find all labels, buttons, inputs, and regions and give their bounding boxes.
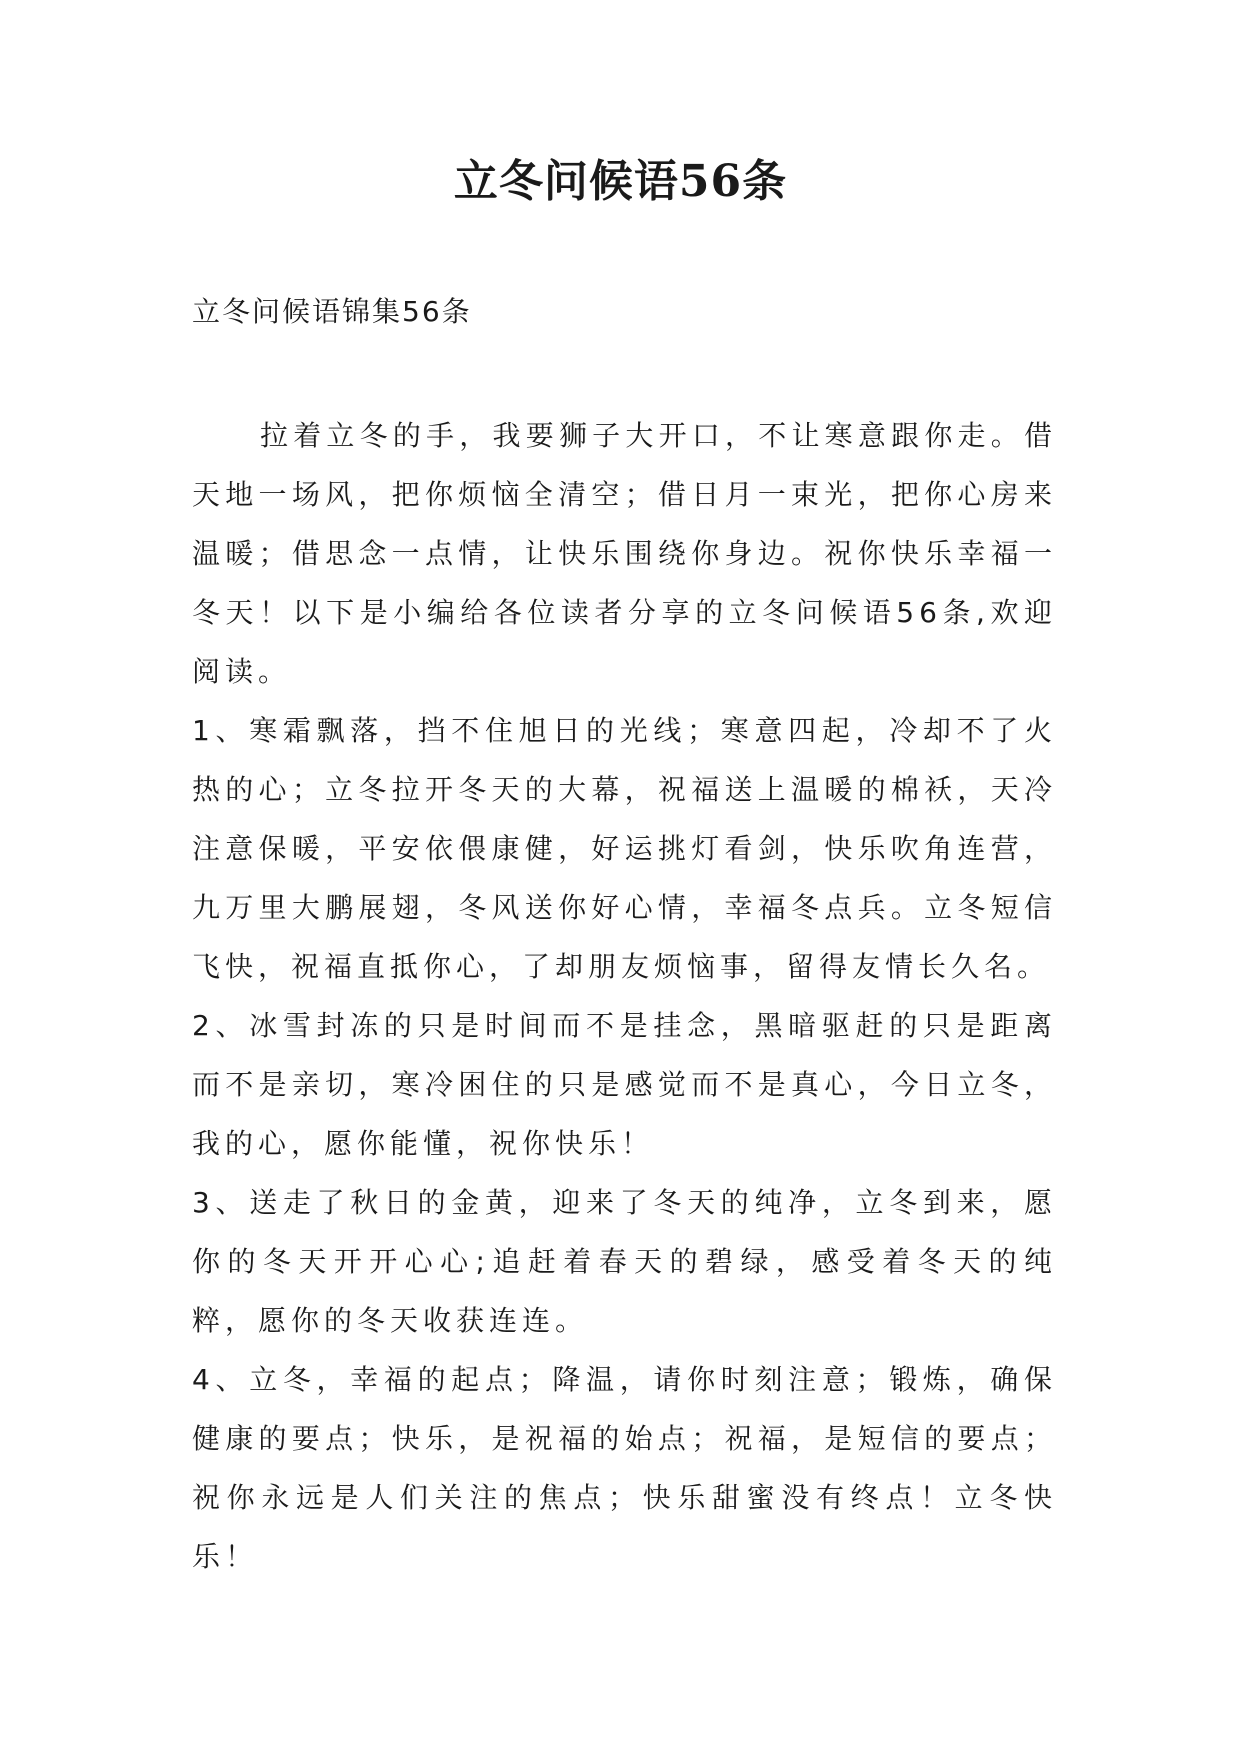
document-subtitle: 立冬问候语锦集56条 [192,295,472,328]
greeting-item-2: 2、冰雪封冻的只是时间而不是挂念，黑暗驱赶的只是距离而不是亲切，寒冷困住的只是感觉而不是真心，今日立冬，我的心，愿你能懂，祝你快乐！ [192,1009,1057,1160]
greeting-item-4: 4、立冬，幸福的起点；降温，请你时刻注意；锻炼，确保健康的要点；快乐，是祝福的始点；祝福，是短信的要点；祝你永远是人们关注的焦点；快乐甜蜜没有终点！立冬快乐！ [192,1363,1057,1573]
greeting-item-3: 3、送走了秋日的金黄，迎来了冬天的纯净，立冬到来，愿你的冬天开开心心;追赶着春天的碧绿，感受着冬天的纯粹，愿你的冬天收获连连。 [192,1186,1057,1337]
document-title: 立冬问候语56条 [453,156,788,207]
intro-paragraph: 拉着立冬的手，我要狮子大开口，不让寒意跟你走。借天地一场风，把你烦恼全清空；借日月一束光，把你心房来温暖；借思念一点情，让快乐围绕你身边。祝你快乐幸福一冬天！以下是小编给各位读者分享的立冬问候语56条,欢迎阅读。 [192,419,1057,688]
greeting-item-1: 1、寒霜飘落，挡不住旭日的光线；寒意四起，冷却不了火热的心；立冬拉开冬天的大幕，祝福送上温暖的棉袄，天冷注意保暖，平安依偎康健，好运挑灯看剑，快乐吹角连营，九万里大鹏展翅，冬风送你好心情，幸福冬点兵。立冬短信飞快，祝福直抵你心，了却朋友烦恼事，留得友情长久名。 [192,714,1057,983]
document-body [192,406,1057,1586]
